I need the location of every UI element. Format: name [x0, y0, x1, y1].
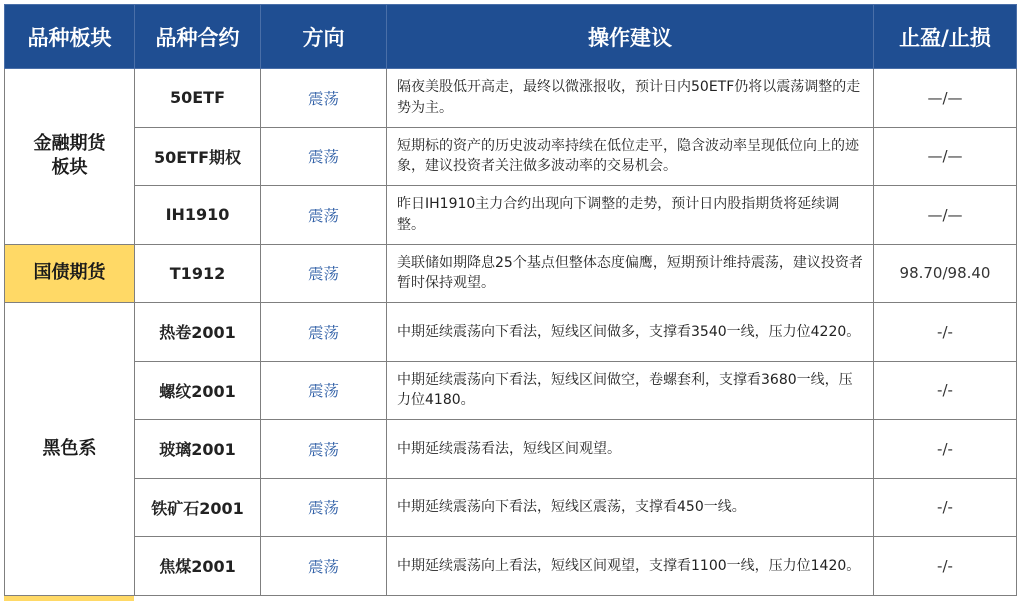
header-direction: 方向 — [261, 5, 387, 69]
contract-cell: 热卷2001 — [135, 303, 261, 362]
advice-cell: 中期延续震荡向上看法，短线区间观望，支撑看1100一线，压力位1420。 — [387, 537, 874, 596]
stop-cell: —/— — [874, 186, 1017, 245]
direction-cell: 震荡 — [261, 244, 387, 303]
stop-cell: —/— — [874, 69, 1017, 128]
advice-cell: 中期延续震荡向下看法，短线区间做空，卷螺套利，支撑看3680一线，压力位4180。 — [387, 361, 874, 420]
next-section-edge — [4, 595, 1016, 601]
advice-cell: 中期延续震荡向下看法，短线区震荡，支撑看450一线。 — [387, 478, 874, 537]
table-row — [5, 361, 1017, 420]
direction-cell: 震荡 — [261, 303, 387, 362]
stop-cell: -/- — [874, 478, 1017, 537]
stop-cell: -/- — [874, 537, 1017, 596]
contract-cell: 50ETF — [135, 69, 261, 128]
strategy-table-container — [4, 4, 1016, 596]
header-sector: 品种板块 — [5, 5, 135, 69]
sector-label: 黑色系 — [42, 437, 97, 459]
direction-cell: 震荡 — [261, 361, 387, 420]
direction-cell: 震荡 — [261, 420, 387, 479]
contract-cell: 铁矿石2001 — [135, 478, 261, 537]
stop-cell: -/- — [874, 361, 1017, 420]
table-bottom-border — [4, 595, 1016, 596]
sector-cell-treasury — [5, 244, 135, 303]
contract-cell: IH1910 — [135, 186, 261, 245]
header-advice: 操作建议 — [387, 5, 874, 69]
sector-cell-financial — [5, 69, 135, 245]
stop-cell: —/— — [874, 127, 1017, 186]
table-row — [5, 69, 1017, 128]
advice-cell: 中期延续震荡向下看法，短线区间做多，支撑看3540一线，压力位4220。 — [387, 303, 874, 362]
contract-cell: 螺纹2001 — [135, 361, 261, 420]
advice-cell: 昨日IH1910主力合约出现向下调整的走势，预计日内股指期货将延续调整。 — [387, 186, 874, 245]
sector-label: 金融期货 板块 — [33, 132, 106, 179]
stop-cell: 98.70/98.40 — [874, 244, 1017, 303]
direction-cell: 震荡 — [261, 127, 387, 186]
table-row — [5, 244, 1017, 303]
header-stop: 止盈/止损 — [874, 5, 1017, 69]
contract-cell: T1912 — [135, 244, 261, 303]
direction-cell: 震荡 — [261, 69, 387, 128]
table-row — [5, 478, 1017, 537]
sector-label: 国债期货 — [33, 262, 106, 284]
direction-cell: 震荡 — [261, 537, 387, 596]
sector-cell-ferrous — [5, 303, 135, 596]
table-row — [5, 127, 1017, 186]
direction-cell: 震荡 — [261, 186, 387, 245]
contract-cell: 玻璃2001 — [135, 420, 261, 479]
advice-cell: 中期延续震荡看法，短线区间观望。 — [387, 420, 874, 479]
table-row — [5, 537, 1017, 596]
table-row — [5, 420, 1017, 479]
contract-cell: 焦煤2001 — [135, 537, 261, 596]
table-header-row — [5, 5, 1017, 69]
table-row — [5, 186, 1017, 245]
strategy-table — [4, 4, 1017, 596]
advice-cell: 隔夜美股低开高走，最终以微涨报收，预计日内50ETF仍将以震荡调整的走势为主。 — [387, 69, 874, 128]
advice-cell: 短期标的资产的历史波动率持续在低位走平，隐含波动率呈现低位向上的迹象，建议投资者关注做多波动率的交易机会。 — [387, 127, 874, 186]
direction-cell: 震荡 — [261, 478, 387, 537]
contract-cell: 50ETF期权 — [135, 127, 261, 186]
stop-cell: -/- — [874, 420, 1017, 479]
stop-cell: -/- — [874, 303, 1017, 362]
header-contract: 品种合约 — [135, 5, 261, 69]
advice-cell: 美联储如期降息25个基点但整体态度偏鹰，短期预计维持震荡，建议投资者暂时保持观望。 — [387, 244, 874, 303]
table-row — [5, 303, 1017, 362]
